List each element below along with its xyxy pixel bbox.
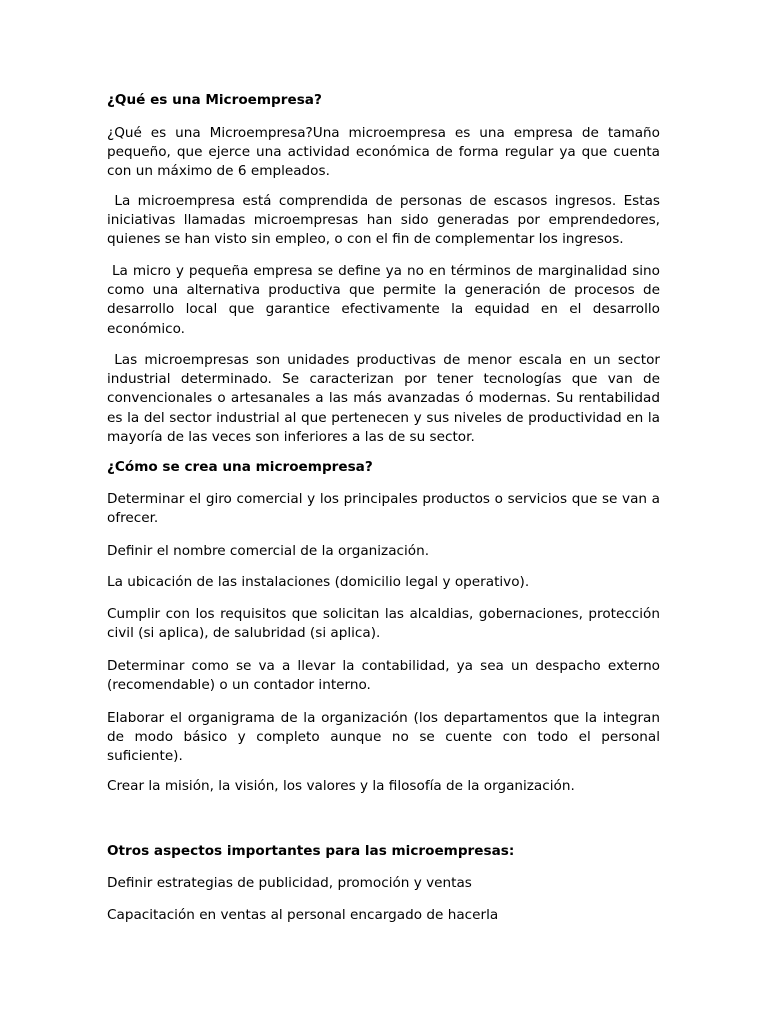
aspect-capacitacion: Capacitación en ventas al personal encargado de hacerla bbox=[107, 907, 499, 923]
heading-otros-aspectos: Otros aspectos importantes para las microempresas: bbox=[107, 843, 515, 859]
step-ubicacion: La ubicación de las instalaciones (domicilio legal y operativo). bbox=[107, 574, 530, 590]
step-mision-vision: Crear la misión, la visión, los valores y la filosofía de la organización. bbox=[107, 778, 575, 794]
heading-como-crear: ¿Cómo se crea una microempresa? bbox=[107, 459, 373, 475]
step-nombre-comercial: Definir el nombre comercial de la organización. bbox=[107, 543, 430, 559]
paragraph-composicion: La microempresa está comprendida de personas de escasos ingresos. Estas iniciativas llamadas microempresas han sido generadas por emprendedores, quienes se han visto sin empleo, o con el fin de complementar los ingresos. bbox=[107, 193, 665, 248]
heading-que-es: ¿Qué es una Microempresa? bbox=[107, 92, 322, 108]
paragraph-caracteristicas: Las microempresas son unidades productivas de menor escala en un sector industrial determinado. Se caracterizan por tener tecnologías que van de convencionales o artesanales a las más avanzadas ó modernas. Su rentabilidad es la del sector industrial al que pertenecen y sus niveles de productividad en la mayoría de las veces son inferiores a las de su sector. bbox=[107, 352, 665, 445]
step-requisitos: Cumplir con los requisitos que solicitan las alcaldias, gobernaciones, protección civil (si aplica), de salubridad (si aplica). bbox=[107, 606, 660, 642]
paragraph-desarrollo: La micro y pequeña empresa se define ya no en términos de marginalidad sino como una alternativa productiva que permite la generación de procesos de desarrollo local que garantice efectivamente la equidad en el desarrollo económico. bbox=[107, 263, 665, 337]
paragraph-definicion: ¿Qué es una Microempresa?Una microempresa es una empresa de tamaño pequeño, que ejerce una actividad económica de forma regular ya que cuenta con un máximo de 6 empleados. bbox=[107, 125, 660, 180]
step-organigrama: Elaborar el organigrama de la organización (los departamentos que la integran de modo básico y completo aunque no se cuente con todo el personal suficiente). bbox=[107, 710, 660, 765]
aspect-publicidad: Definir estrategias de publicidad, promoción y ventas bbox=[107, 875, 472, 891]
step-giro-comercial: Determinar el giro comercial y los principales productos o servicios que se van a ofrecer. bbox=[107, 491, 660, 527]
step-contabilidad: Determinar como se va a llevar la contabilidad, ya sea un despacho externo (recomendable) o un contador interno. bbox=[107, 658, 660, 694]
